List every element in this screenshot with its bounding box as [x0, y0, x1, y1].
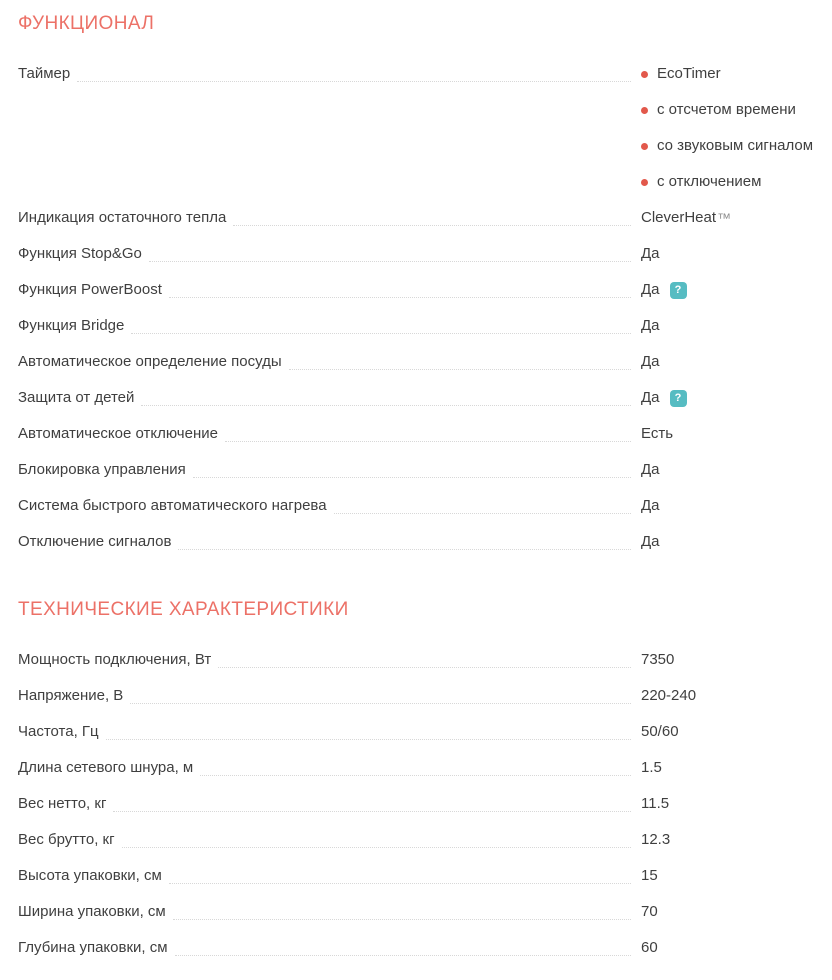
spec-value-text: Да	[641, 317, 660, 334]
spec-value-text: Да	[641, 353, 660, 370]
spec-row-pack-height	[0, 858, 832, 894]
spec-value-text: 70	[641, 903, 658, 920]
spec-value-text: Есть	[641, 425, 674, 442]
spec-row-timer-option	[0, 128, 832, 164]
spec-value-text: 220-240	[641, 687, 697, 704]
spec-value-text: с отсчетом времени	[657, 101, 796, 118]
spec-row-residual-heat	[0, 200, 832, 236]
help-icon[interactable]: ?	[670, 390, 687, 407]
spec-value	[641, 651, 832, 669]
spec-row-fast-heat	[0, 488, 832, 524]
spec-value	[641, 497, 832, 515]
spec-row-pack-width	[0, 894, 832, 930]
spec-row-pan-detection	[0, 344, 832, 380]
spec-row-timer	[0, 56, 832, 92]
spec-label: Функция Stop&Go	[18, 245, 142, 262]
spec-label: Функция PowerBoost	[18, 281, 162, 298]
help-icon[interactable]: ?	[670, 282, 687, 299]
dotted-leader	[77, 56, 631, 82]
spec-value	[641, 723, 832, 741]
dotted-leader	[169, 272, 631, 298]
dotted-leader	[200, 750, 631, 776]
spec-value-text: CleverHeat	[641, 209, 717, 226]
dotted-leader	[113, 786, 631, 812]
spec-label: Автоматическое отключение	[18, 425, 218, 442]
spec-label: Система быстрого автоматического нагрева	[18, 497, 327, 514]
dotted-leader	[130, 678, 631, 704]
leader-spacer	[25, 128, 631, 154]
spec-row-gross-weight	[0, 822, 832, 858]
spec-label: Автоматическое определение посуды	[18, 353, 282, 370]
spec-value	[641, 533, 832, 551]
spec-value-text: Да	[641, 497, 660, 514]
dotted-leader	[106, 714, 631, 740]
spec-row-frequency	[0, 714, 832, 750]
spec-row-stopgo	[0, 236, 832, 272]
spec-value	[641, 101, 832, 119]
spec-row-powerboost	[0, 272, 832, 308]
dotted-leader	[233, 200, 631, 226]
spec-value-text: 12.3	[641, 831, 671, 848]
spec-value-text: EcoTimer	[657, 65, 721, 82]
spec-value	[641, 867, 832, 885]
spec-value	[641, 281, 832, 299]
spec-label: Защита от детей	[18, 389, 135, 406]
spec-label: Высота упаковки, см	[18, 867, 162, 884]
spec-row-auto-off	[0, 416, 832, 452]
spec-row-cord-length	[0, 750, 832, 786]
spec-label: Вес нетто, кг	[18, 795, 107, 812]
spec-value	[641, 137, 832, 155]
spec-value-text: 15	[641, 867, 658, 884]
trademark-suffix: ™	[717, 210, 732, 226]
spec-value	[641, 425, 832, 443]
dotted-leader	[173, 894, 631, 920]
dotted-leader	[218, 642, 631, 668]
dotted-leader	[131, 308, 631, 334]
spec-row-pack-depth	[0, 930, 832, 966]
spec-value	[641, 65, 832, 83]
spec-row-net-weight	[0, 786, 832, 822]
bullet-icon	[641, 179, 648, 186]
spec-label: Частота, Гц	[18, 723, 99, 740]
spec-row-timer-option	[0, 92, 832, 128]
leader-spacer	[25, 164, 631, 190]
spec-value-text: Да	[641, 245, 660, 262]
section-functional	[0, 12, 832, 560]
dotted-leader	[169, 858, 631, 884]
spec-row-bridge	[0, 308, 832, 344]
spec-row-power	[0, 642, 832, 678]
spec-value	[641, 245, 832, 263]
spec-value-text: Да	[641, 533, 660, 550]
section-technical	[0, 598, 832, 966]
spec-value	[641, 759, 832, 777]
spec-value	[641, 317, 832, 335]
section-title-functional: ФУНКЦИОНАЛ	[18, 13, 155, 34]
spec-value-text: 7350	[641, 651, 675, 668]
spec-value	[641, 687, 832, 705]
dotted-leader	[122, 822, 631, 848]
spec-value-text: со звуковым сигналом	[657, 137, 814, 154]
spec-value	[641, 903, 832, 921]
spec-value-text: 1.5	[641, 759, 662, 776]
spec-label: Функция Bridge	[18, 317, 125, 334]
spec-value-text: Да	[641, 389, 660, 406]
dotted-leader	[175, 930, 631, 956]
bullet-icon	[641, 71, 648, 78]
bullet-icon	[641, 107, 648, 114]
spec-label: Индикация остаточного тепла	[18, 209, 227, 226]
spec-value-text: с отключением	[657, 173, 762, 190]
spec-label: Ширина упаковки, см	[18, 903, 166, 920]
spec-value	[641, 831, 832, 849]
spec-row-timer-option	[0, 164, 832, 200]
bullet-icon	[641, 143, 648, 150]
spec-label: Вес брутто, кг	[18, 831, 115, 848]
dotted-leader	[178, 524, 631, 550]
spec-value	[641, 461, 832, 479]
spec-value	[641, 389, 832, 407]
dotted-leader	[334, 488, 631, 514]
spec-label: Таймер	[18, 65, 71, 82]
spec-value	[641, 353, 832, 371]
section-title-technical: ТЕХНИЧЕСКИЕ ХАРАКТЕРИСТИКИ	[18, 599, 349, 620]
dotted-leader	[149, 236, 631, 262]
spec-value	[641, 795, 832, 813]
spec-value-text: Да	[641, 281, 660, 298]
spec-label: Блокировка управления	[18, 461, 186, 478]
spec-value-text: 60	[641, 939, 658, 956]
spec-row-child-lock	[0, 380, 832, 416]
spec-value	[641, 173, 832, 191]
spec-row-signals-off	[0, 524, 832, 560]
spec-label: Напряжение, В	[18, 687, 124, 704]
dotted-leader	[289, 344, 631, 370]
spec-label: Мощность подключения, Вт	[18, 651, 212, 668]
spec-value	[641, 939, 832, 957]
leader-spacer	[25, 92, 631, 118]
spec-value	[641, 209, 832, 227]
spec-label: Глубина упаковки, см	[18, 939, 168, 956]
spec-row-voltage	[0, 678, 832, 714]
spec-value-text: 50/60	[641, 723, 679, 740]
dotted-leader	[225, 416, 631, 442]
dotted-leader	[141, 380, 631, 406]
spec-value-text: 11.5	[641, 795, 670, 812]
spec-label: Длина сетевого шнура, м	[18, 759, 194, 776]
dotted-leader	[193, 452, 631, 478]
spec-value-text: Да	[641, 461, 660, 478]
spec-label: Отключение сигналов	[18, 533, 172, 550]
spec-row-control-lock	[0, 452, 832, 488]
